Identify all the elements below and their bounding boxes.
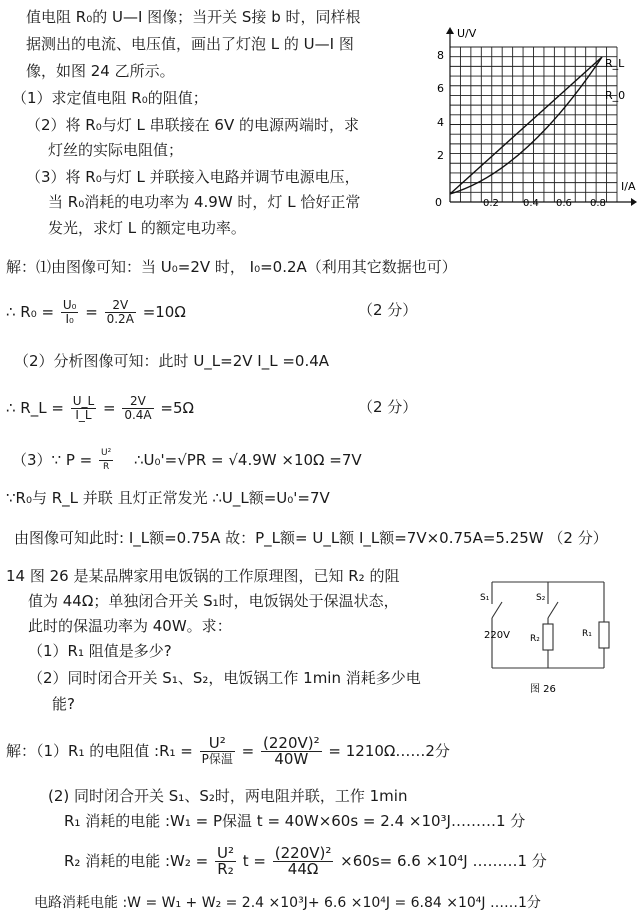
y-tick-6: 6 bbox=[437, 82, 444, 95]
p13-question-1: （1）求定值电阻 R₀的阻值； bbox=[12, 89, 208, 107]
p13-sol-line-3: （2）分析图像可知：此时 U_L=2V I_L =0.4A bbox=[14, 352, 330, 370]
y-axis-arrow-icon bbox=[446, 27, 454, 34]
x-axis-arrow-icon bbox=[631, 198, 637, 206]
resistor-r2 bbox=[543, 624, 553, 650]
s1-label: S₁ bbox=[480, 593, 490, 603]
r0-label: R_0 bbox=[605, 89, 626, 102]
p13-sol-line-6: ∵R₀与 R_L 并联 且灯正常发光 ∴U_L额=U₀'=7V bbox=[6, 489, 330, 507]
r1-label: R₁ bbox=[582, 629, 592, 639]
p13-score-1: （2 分） bbox=[358, 301, 418, 319]
p13-question-3-line-1: （3）将 R₀与灯 L 并联接入电路并调节电源电压， bbox=[26, 168, 360, 186]
p14-line-3: 此时的保温功率为 40W。求： bbox=[28, 617, 232, 635]
p13-score-2: （2 分） bbox=[358, 398, 418, 416]
p14-sol-line-5: 电路消耗电能 :W = W₁ + W₂ = 2.4 ×10³J+ 6.6 ×10⁴J = 6.84 ×10⁴J ……1分 bbox=[34, 895, 541, 911]
graph-grid bbox=[450, 47, 617, 202]
voltage-label: 220V bbox=[484, 630, 510, 641]
circuit-diagram bbox=[478, 574, 618, 702]
p13-question-2-line-1: （2）将 R₀与灯 L 串联接在 6V 的电源两端时，求 bbox=[26, 116, 359, 134]
p13-intro-line-3: 像，如图 24 乙所示。 bbox=[26, 62, 175, 80]
y-tick-8: 8 bbox=[437, 49, 444, 62]
y-tick-0: 0 bbox=[435, 196, 442, 209]
p14-line-2: 值为 44Ω；单独闭合开关 S₁时，电饭锅处于保温状态， bbox=[28, 592, 399, 610]
p14-line-1: 14 图 26 是某品牌家用电饭锅的工作原理图，已知 R₂ 的阻 bbox=[6, 567, 400, 585]
p13-question-3-line-3: 发光，求灯 L 的额定电功率。 bbox=[48, 219, 246, 237]
p14-sol-line-2: (2) 同时闭合开关 S₁、S₂时，两电阻并联，工作 1min bbox=[48, 787, 408, 805]
p13-question-3-line-2: 当 R₀消耗的电功率为 4.9W 时，灯 L 恰好正常 bbox=[48, 193, 361, 211]
x-axis-label: I/A bbox=[621, 180, 636, 193]
x-tick-0.4: 0.4 bbox=[523, 198, 539, 209]
figure-caption: 图 26 bbox=[530, 684, 556, 695]
p14-sol-line-3: R₁ 消耗的电能 :W₁ = P保温 t = 40W×60s = 2.4 ×10³J………1 分 bbox=[64, 812, 526, 830]
switch-s2 bbox=[548, 602, 558, 618]
x-tick-0.6: 0.6 bbox=[556, 198, 572, 209]
p13-question-2-line-2: 灯丝的实际电阻值； bbox=[48, 141, 184, 159]
r2-label: R₂ bbox=[530, 634, 540, 644]
p13-sol-line-5: （3）∵ P = $\frac{\text{U²}}{R}$ ∴U₀'=√PR = √4.9W ×10Ω =7V bbox=[12, 448, 362, 472]
y-tick-2: 2 bbox=[437, 149, 444, 162]
p13-sol-line-1: 解：⑴由图像可知：当 U₀=2V 时， I₀=0.2A（利用其它数据也可） bbox=[6, 258, 457, 276]
p13-sol-rl: ∴ R_L = $\frac{U\_L}{I\_L}$ = $\frac{2V}{0.4A}$ =5Ω bbox=[6, 394, 194, 422]
p13-sol-line-7: 由图像可知此时: I_L额=0.75A 故：P_L额= U_L额 I_L额=7V×0.75A=5.25W （2 分） bbox=[14, 529, 608, 547]
r0-line bbox=[450, 57, 602, 194]
s2-label: S₂ bbox=[536, 593, 546, 603]
u-i-graph bbox=[425, 22, 637, 217]
resistor-r1 bbox=[599, 622, 609, 648]
y-tick-4: 4 bbox=[437, 116, 444, 129]
p13-intro-line-2: 据测出的电流、电压值，画出了灯泡 L 的 U—I 图 bbox=[26, 35, 354, 53]
switch-s1 bbox=[492, 602, 502, 618]
p14-question-1: （1）R₁ 阻值是多少? bbox=[28, 642, 172, 660]
p14-question-2-line-1: （2）同时闭合开关 S₁、S₂，电饭锅工作 1min 消耗多少电 bbox=[28, 669, 421, 687]
p14-question-2-line-2: 能? bbox=[52, 695, 75, 713]
rl-label: R_L bbox=[605, 57, 625, 70]
p13-intro-line-1: 值电阻 R₀的 U—I 图像；当开关 S接 b 时，同样根 bbox=[26, 8, 361, 26]
y-axis-label: U/V bbox=[457, 27, 477, 40]
p13-sol-r0: ∴ R₀ = $\frac{\text{U₀}}{\text{I₀}}$ = $\frac{2V}{0.2A}$ =10Ω bbox=[6, 298, 186, 326]
p14-sol-line-1: 解：（1）R₁ 的电阻值 :R₁ = $\frac{\text{U²}}{\text{P保温}}$ = $\frac{\text{(220V)²}}{40W}$ = 1210Ω……2分 bbox=[6, 734, 450, 768]
p14-sol-line-4: R₂ 消耗的电能 :W₂ = $\frac{\text{U²}}{\text{R₂}}$ t = $\frac{\text{(220V)²}}{44\Omega}$ ×60s= 6.6 ×10⁴J ………1 分 bbox=[64, 844, 547, 878]
x-tick-0.8: 0.8 bbox=[590, 198, 606, 209]
x-tick-0.2: 0.2 bbox=[483, 198, 499, 209]
